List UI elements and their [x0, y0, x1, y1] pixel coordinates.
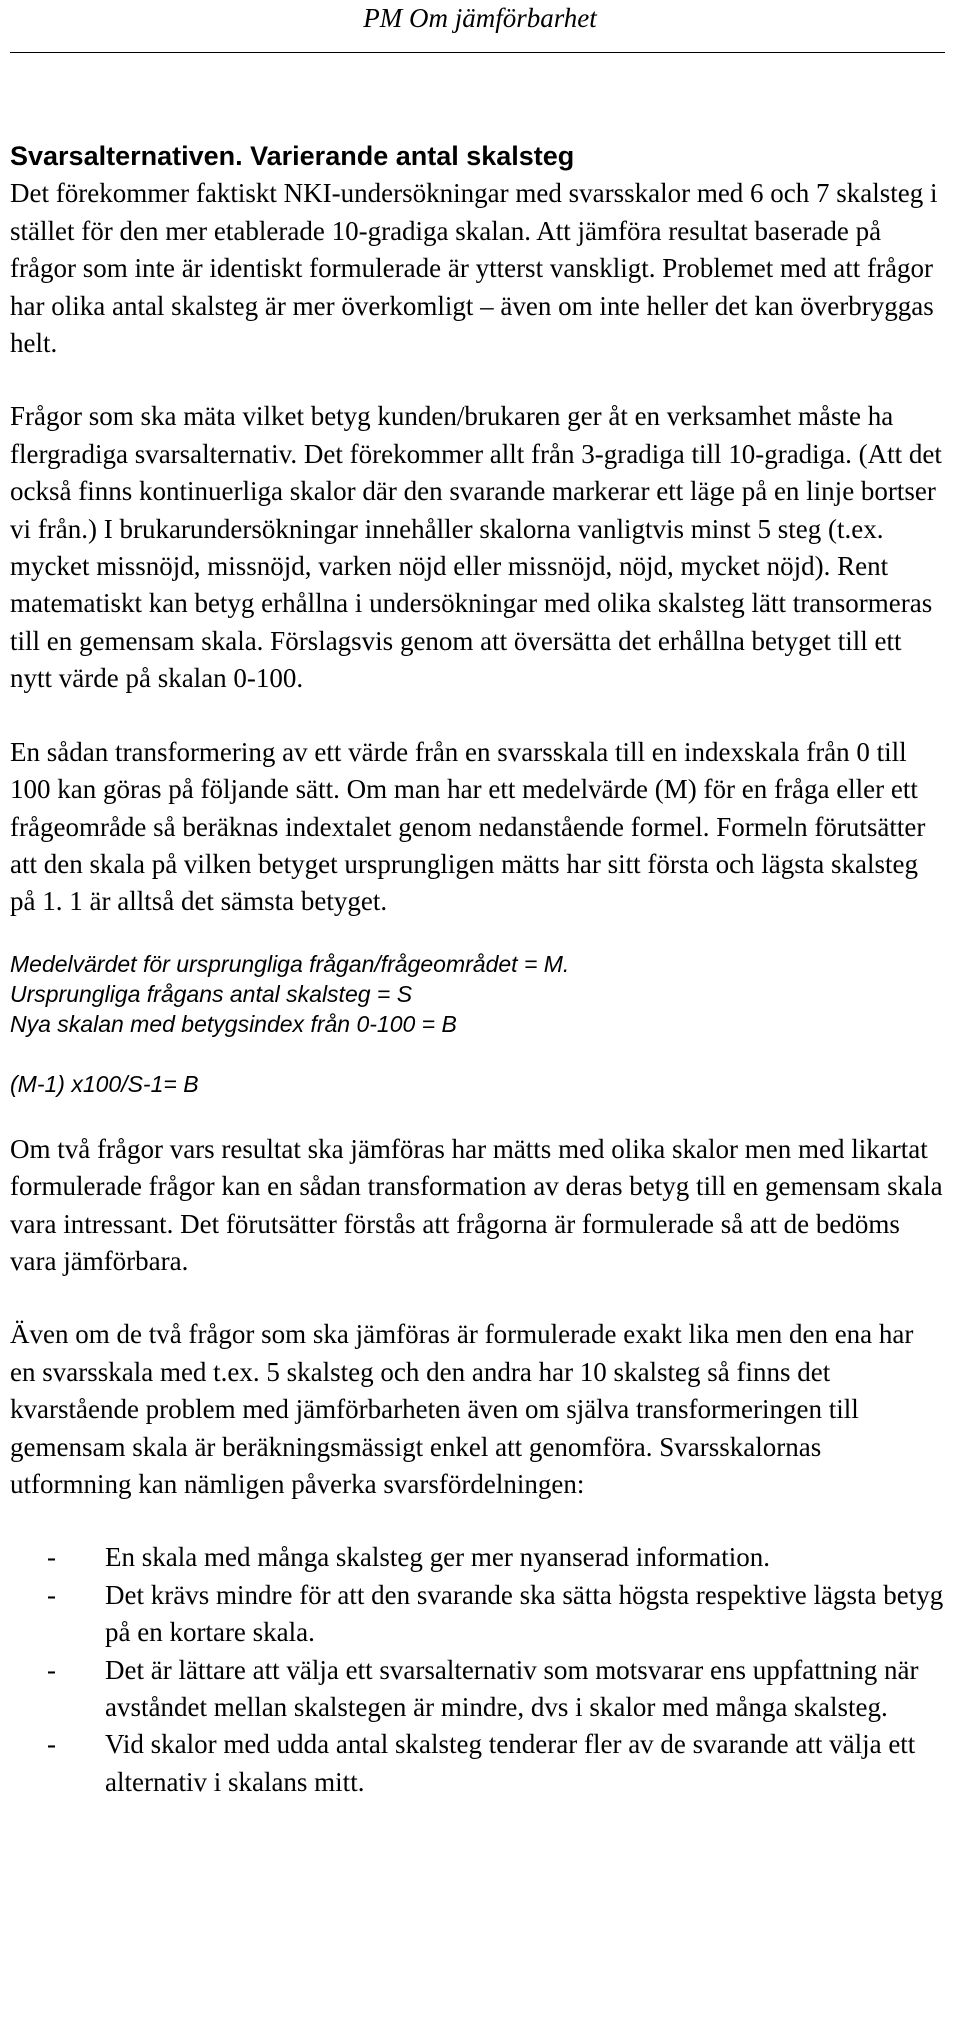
bullet-dash: -: [47, 1654, 56, 1685]
document-body: [10, 138, 945, 1801]
paragraph-gap: [10, 1099, 945, 1131]
paragraph-gap: [10, 1039, 945, 1069]
section-heading: Svarsalternativen. Varierande antal skalsteg: [10, 141, 575, 171]
paragraph-transformation: En sådan transformering av ett värde från en svarsskala till en indexskala från 0 till 100 kan göras på följande sätt. Om man har ett medelvärde (M) för en fråga eller ett frågeområde så beräknas indextalet genom nedanstående formel. Formeln förutsätter att den skala på vilken betyget ursprungligen mätts har sitt första och lägsta skalsteg på 1. 1 är alltså det sämsta betyget.: [10, 736, 926, 917]
formula-definition-b: Nya skalan med betygsindex från 0-100 = B: [10, 1010, 457, 1037]
list-item-text: En skala med många skalsteg ger mer nyanserad information.: [105, 1542, 771, 1573]
paragraph-scales: Frågor som ska mäta vilket betyg kunden/brukaren ger åt en verksamhet måste ha flergradiga svarsalternativ. Det förekommer allt från 3-gradiga till 10-gradiga. (Att det också finns kontinuerliga skalor där den svarande markerar ett läge på en linje bortser vi från.) I brukarundersökningar innehåller skalorna vanligtvis minst 5 steg (t.ex. mycket missnöjd, missnöjd, varken nöjd eller missnöjd, nöjd, mycket nöjd). Rent matematiskt kan betyg erhållna i undersökningar med olika skalsteg lätt transormeras till en gemensam skala. Förslagsvis genom att översätta det erhållna betyget till ett nytt värde på skalan 0-100.: [10, 401, 942, 694]
list-item: [10, 1577, 945, 1652]
list-item-text: Vid skalor med udda antal skalsteg tenderar fler av de svarande att välja ett alternativ i skalans mitt.: [105, 1729, 916, 1797]
paragraph-gap: [10, 1503, 945, 1539]
list-item: [10, 1539, 945, 1576]
list-item-text: Det krävs mindre för att den svarande ska sätta högsta respektive lägsta betyg på en kortare skala.: [105, 1579, 944, 1648]
header-rule: [10, 52, 945, 53]
bullet-list: [10, 1539, 945, 1801]
paragraph-gap: [10, 1280, 945, 1316]
list-item: [10, 1726, 945, 1801]
bullet-dash: -: [47, 1579, 56, 1610]
list-item-text: Det är lättare att välja ett svarsalternativ som motsvarar ens uppfattning när avståndet mellan skalstegen är mindre, dvs i skalor med många skalsteg.: [105, 1654, 919, 1722]
intro-paragraph: Det förekommer faktiskt NKI-undersökningar med svarsskalor med 6 och 7 skalsteg i stället för den mer etablerade 10-gradiga skalan. Att jämföra resultat baserade på frågor som inte är identiskt formulerade är ytterst vanskligt. Problemet med att frågor har olika antal skalsteg är mer överkomligt – även om inte heller det kan överbryggas helt.: [10, 178, 938, 359]
page-header-title: PM Om jämförbarhet: [363, 3, 597, 33]
formula-definition-m: Medelvärdet för ursprungliga frågan/frågeområdet = M.: [10, 950, 570, 977]
formula-expression: (M-1) x100/S-1= B: [10, 1070, 199, 1097]
paragraph-gap: [10, 362, 945, 398]
paragraph-comparison: Om två frågor vars resultat ska jämföras har mätts med olika skalor men med likartat formulerade frågor kan en sådan transformation av deras betyg till en gemensam skala vara intressant. Det förutsätter förstås att frågorna är formulerade så att de bedöms vara jämförbara.: [10, 1133, 943, 1276]
paragraph-problems: Även om de två frågor som ska jämföras är formulerade exakt lika men den ena har en svarsskala med t.ex. 5 skalsteg och den andra har 10 skalsteg så finns det kvarstående problem med jämförbarheten även om själva transformeringen till gemensam skala är beräkningsmässigt enkel att genomföra. Svarsskalornas utformning kan nämligen påverka svarsfördelningen:: [10, 1319, 914, 1499]
formula-definition-s: Ursprungliga frågans antal skalsteg = S: [10, 980, 413, 1007]
paragraph-gap: [10, 698, 945, 734]
list-item: [10, 1652, 945, 1727]
paragraph-gap: [10, 921, 945, 949]
bullet-dash: -: [47, 1729, 56, 1760]
bullet-dash: -: [47, 1542, 56, 1573]
